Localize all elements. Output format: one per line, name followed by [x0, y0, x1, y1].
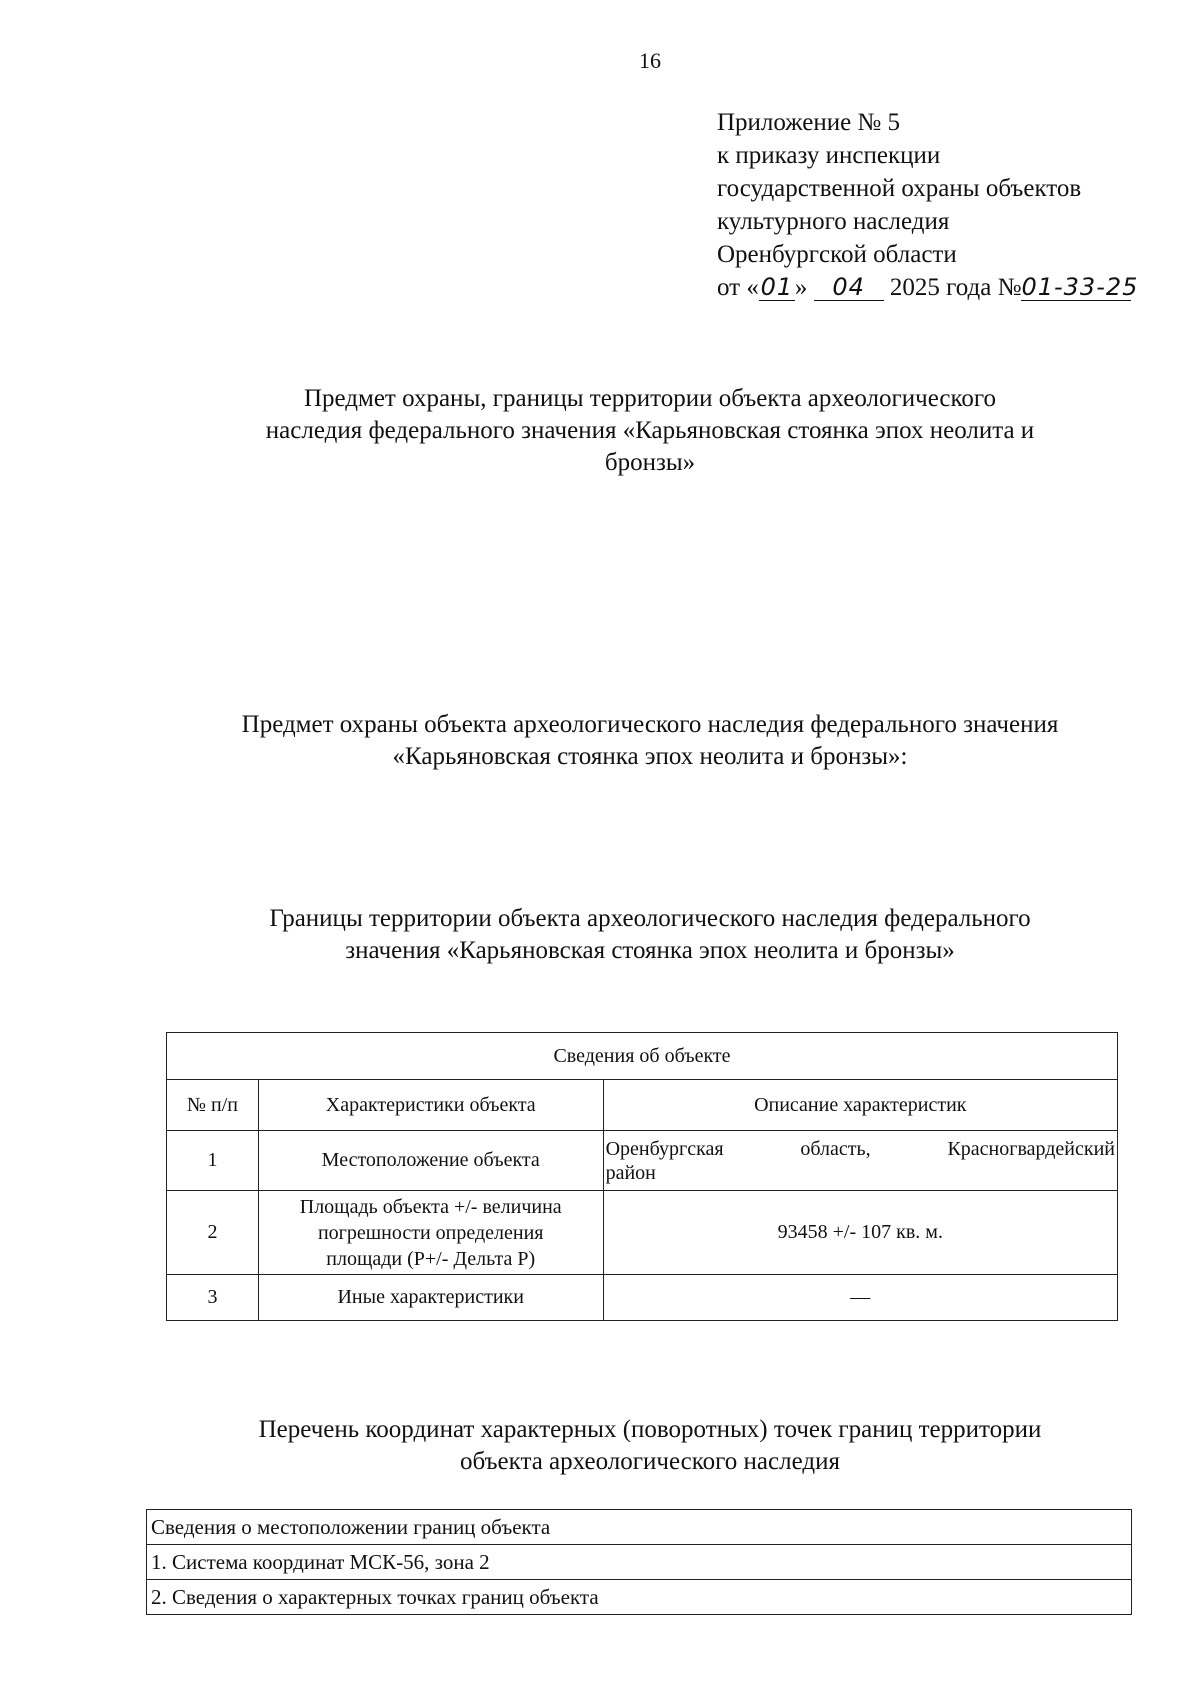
- characteristic-cell: Местоположение объекта: [258, 1131, 603, 1191]
- coordinates-table: [146, 1509, 1132, 1615]
- handwritten-order-number: 01-33-25: [1021, 273, 1139, 301]
- row-number: 1: [167, 1131, 259, 1191]
- title-line: бронзы»: [604, 449, 696, 476]
- description-cell: —: [603, 1275, 1117, 1321]
- column-header: Описание характеристик: [603, 1080, 1117, 1131]
- annex-line: к приказу инспекции: [717, 142, 941, 169]
- heading-line: Перечень координат характерных (поворотных) точек границ территории: [258, 1416, 1042, 1443]
- title-line: наследия федерального значения «Карьяновская стоянка эпох неолита и: [265, 417, 1035, 444]
- heading-line: Предмет охраны объекта археологического наследия федерального значения: [241, 711, 1059, 738]
- table-header-row: [167, 1080, 1118, 1131]
- description-cell: 93458 +/- 107 кв. м.: [603, 1191, 1117, 1275]
- characteristic-line: площади (Р+/- Дельта Р): [326, 1247, 536, 1270]
- boundaries-heading: [0, 903, 1200, 967]
- description-line: район: [605, 1161, 656, 1184]
- table-row: [167, 1191, 1118, 1275]
- table-caption: Сведения об объекте: [167, 1033, 1118, 1080]
- document-title: [0, 383, 1200, 479]
- characteristic-cell: Иные характеристики: [258, 1275, 603, 1321]
- date-prefix: от «: [717, 274, 759, 301]
- annex-line: культурного наследия: [717, 208, 950, 235]
- coords-cell: 2. Сведения о характерных точках границ объекта: [147, 1580, 1132, 1615]
- coordinates-heading: [0, 1414, 1200, 1478]
- annex-title: Приложение № 5: [717, 109, 901, 136]
- characteristic-cell: [258, 1191, 603, 1275]
- title-line: Предмет охраны, границы территории объекта археологического: [303, 385, 997, 412]
- handwritten-day: 01: [760, 273, 794, 301]
- table-row: [147, 1510, 1132, 1545]
- row-number: 2: [167, 1191, 259, 1275]
- heading-line: объекта археологического наследия: [460, 1448, 840, 1475]
- handwritten-month: 04: [814, 274, 884, 301]
- subject-heading: [0, 709, 1200, 773]
- characteristic-line: Площадь объекта +/- величина: [299, 1195, 562, 1218]
- table-row: [147, 1580, 1132, 1615]
- page-number: 16: [639, 48, 661, 73]
- heading-line: значения «Карьяновская стоянка эпох неолита и бронзы»: [345, 937, 955, 964]
- annex-block: [717, 106, 1139, 304]
- annex-date-line: [717, 271, 1139, 304]
- characteristic-line: погрешности определения: [317, 1221, 544, 1244]
- table-row: [167, 1275, 1118, 1321]
- date-year: 2025 года №: [889, 274, 1022, 301]
- coords-cell: Сведения о местоположении границ объекта: [147, 1510, 1132, 1545]
- date-mid: »: [794, 274, 808, 301]
- table-row: [147, 1545, 1132, 1580]
- coords-cell: 1. Система координат МСК-56, зона 2: [147, 1545, 1132, 1580]
- description-line: Оренбургская область, Красногвардейский: [605, 1137, 1115, 1160]
- row-number: 3: [167, 1275, 259, 1321]
- heading-line: «Карьяновская стоянка эпох неолита и бронзы»:: [392, 743, 908, 770]
- table-row: [167, 1131, 1118, 1191]
- annex-line: Оренбургской области: [717, 241, 957, 268]
- table-caption-row: [167, 1033, 1118, 1080]
- column-header: № п/п: [167, 1080, 259, 1131]
- column-header: Характеристики объекта: [258, 1080, 603, 1131]
- heading-line: Границы территории объекта археологического наследия федерального: [269, 905, 1031, 932]
- annex-line: государственной охраны объектов: [717, 175, 1082, 202]
- description-cell: [603, 1131, 1117, 1191]
- object-info-table: [166, 1032, 1118, 1321]
